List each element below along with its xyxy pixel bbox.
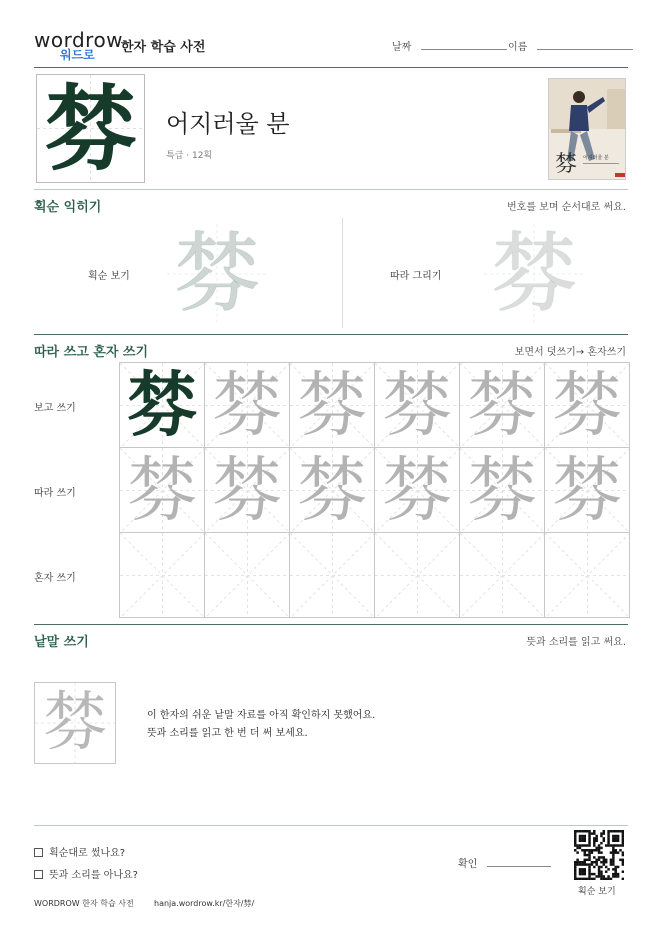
practice-cell[interactable] (289, 447, 375, 533)
practice-cell[interactable] (544, 532, 630, 618)
logo-en: wordrow (34, 28, 124, 52)
qr-label: 획순 보기 (578, 887, 616, 897)
trace-char: 棼 (552, 449, 622, 531)
hero-char-box (36, 74, 145, 183)
cell-guide (120, 533, 205, 618)
cell-guide (460, 533, 545, 618)
check-label: 획순대로 썼나요? (49, 848, 126, 859)
date-field[interactable] (392, 38, 507, 53)
practice-cell[interactable] (374, 532, 460, 618)
model-char: 棼 (127, 363, 197, 446)
practice-cell[interactable] (119, 532, 205, 618)
practice-row-label: 혼자 쓰기 (34, 573, 76, 584)
trace-char: 棼 (467, 449, 537, 531)
practice-cell[interactable] (544, 447, 630, 533)
book-cover (548, 78, 626, 180)
trace-char: 棼 (297, 449, 367, 531)
svg-text:棼: 棼 (555, 152, 578, 177)
trace-char: 棼 (212, 364, 282, 446)
page-title: 한자 학습 사전 (121, 40, 206, 55)
practice-cell[interactable] (204, 362, 290, 448)
word-message-line: 뜻과 소리를 읽고 한 번 더 써 보세요. (147, 728, 308, 739)
practice-row-label: 따라 쓰기 (34, 488, 76, 499)
name-label: 이름 (508, 42, 528, 53)
confirm-field[interactable] (458, 855, 551, 870)
trace-char: 棼 (552, 364, 622, 446)
trace-char: 棼 (297, 364, 367, 446)
level-info: 특급 · 12획 (166, 151, 213, 161)
hero-divider (34, 189, 628, 190)
stroke-view-label: 획순 보기 (88, 271, 130, 282)
check-label: 뜻과 소리를 아나요? (49, 870, 138, 881)
cell-guide (290, 533, 375, 618)
cell-guide (375, 533, 460, 618)
stroke-section-hint: 번호를 보며 순서대로 써요. (507, 202, 626, 213)
practice-divider (34, 624, 628, 625)
check-item[interactable] (34, 844, 125, 859)
practice-grid (119, 362, 629, 618)
book-illustration (549, 79, 626, 180)
checkbox[interactable] (34, 870, 43, 879)
trace-char: 棼 (382, 449, 452, 531)
stroke-trace-char: 棼 (491, 224, 577, 324)
stroke-divider (34, 334, 628, 335)
trace-char: 棼 (127, 449, 197, 531)
confirm-line[interactable] (487, 857, 551, 867)
book-label: 어지러울 분 (583, 155, 609, 161)
stroke-view-char: 棼 (174, 224, 260, 324)
check-item[interactable] (34, 866, 138, 881)
footer-brand: WORDROW 한자 학습 사전 (34, 899, 134, 908)
word-section-hint: 뜻과 소리를 읽고 써요. (526, 637, 626, 648)
name-field[interactable] (508, 38, 633, 53)
trace-char: 棼 (212, 449, 282, 531)
practice-section-hint: 보면서 덧쓰기→ 혼자쓰기 (514, 347, 626, 358)
logo[interactable] (34, 28, 124, 66)
practice-cell[interactable] (459, 447, 545, 533)
practice-cell[interactable] (204, 447, 290, 533)
date-line[interactable] (421, 40, 507, 50)
stroke-divider-vertical (342, 218, 343, 328)
stroke-trace-figure[interactable] (484, 224, 584, 324)
date-label: 날짜 (392, 42, 412, 53)
practice-cell[interactable] (459, 362, 545, 448)
practice-cell[interactable] (374, 447, 460, 533)
logo-ko: 워드로 (60, 48, 95, 62)
cell-guide (205, 533, 290, 618)
practice-cell[interactable] (459, 532, 545, 618)
stroke-view-figure (167, 224, 267, 324)
practice-section-title: 따라 쓰고 혼자 쓰기 (34, 345, 149, 360)
stroke-section-title: 획순 익히기 (34, 200, 102, 215)
practice-cell[interactable] (289, 362, 375, 448)
practice-row-label: 보고 쓰기 (34, 403, 76, 414)
practice-cell[interactable] (119, 447, 205, 533)
cell-guide (545, 533, 630, 618)
footer-url[interactable]: hanja.wordrow.kr/한자/棼/ (154, 899, 255, 908)
practice-cell[interactable] (544, 362, 630, 448)
checks-divider (34, 825, 628, 826)
qr-code[interactable] (574, 830, 624, 880)
practice-cell[interactable] (119, 362, 205, 448)
checkbox[interactable] (34, 848, 43, 857)
word-char-box (34, 682, 116, 764)
qr-icon (574, 830, 624, 880)
header-divider (34, 67, 628, 68)
practice-cell[interactable] (374, 362, 460, 448)
practice-cell[interactable] (204, 532, 290, 618)
word-char: 棼 (43, 686, 107, 760)
confirm-label: 확인 (458, 859, 478, 870)
word-section-title: 낱말 쓰기 (34, 635, 89, 650)
trace-char: 棼 (382, 364, 452, 446)
word-message-line: 이 한자의 쉬운 낱말 자료를 아직 확인하지 못했어요. (147, 710, 376, 721)
trace-char: 棼 (467, 364, 537, 446)
name-line[interactable] (537, 40, 633, 50)
stroke-trace-label: 따라 그리기 (390, 271, 442, 282)
word-message (147, 707, 375, 743)
hanja-meaning: 어지러울 분 (166, 110, 290, 138)
practice-cell[interactable] (289, 532, 375, 618)
hero-char: 棼 (44, 74, 137, 183)
